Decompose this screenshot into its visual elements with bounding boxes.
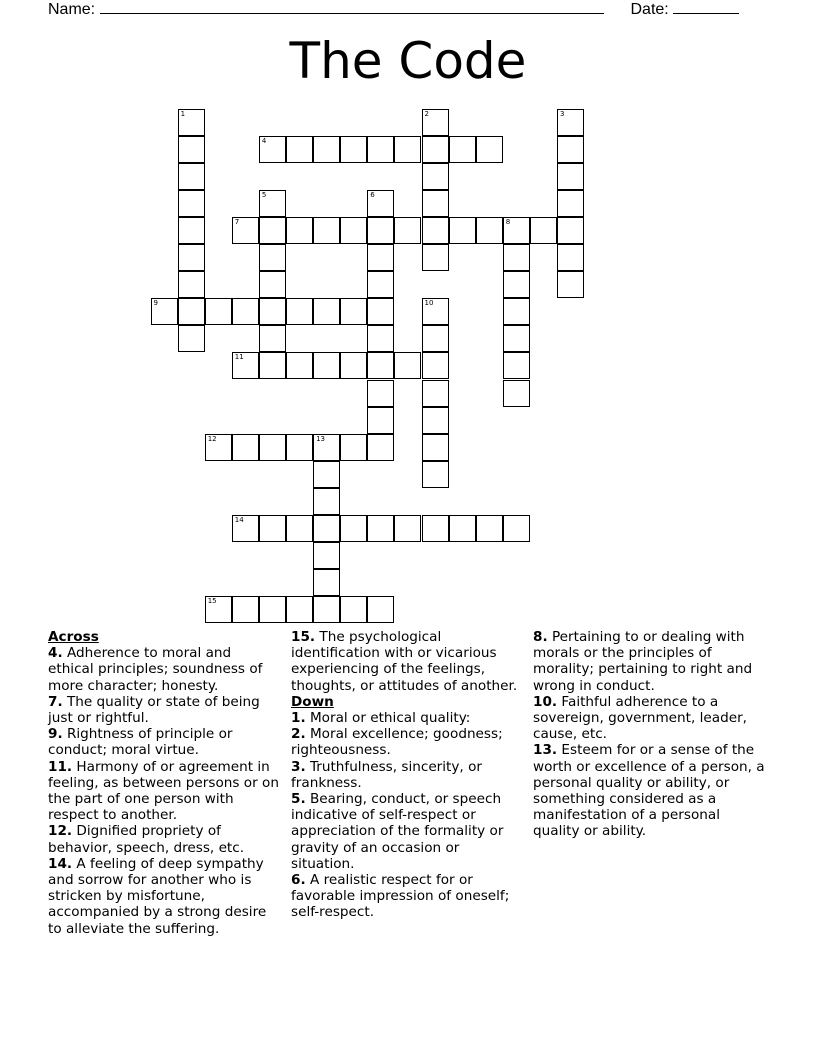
grid-cell[interactable] xyxy=(178,163,205,190)
clue-number: 6 xyxy=(370,190,375,199)
grid-cell[interactable] xyxy=(449,515,476,542)
clue-number: 4 xyxy=(261,136,267,145)
grid-cell[interactable] xyxy=(476,136,503,163)
grid-cell[interactable] xyxy=(340,298,367,325)
grid-cell[interactable] xyxy=(178,244,205,271)
grid-cell[interactable] xyxy=(259,325,286,352)
grid-cell[interactable] xyxy=(422,325,449,352)
grid-cell[interactable] xyxy=(313,136,340,163)
grid-cell[interactable] xyxy=(367,271,394,298)
grid-cell[interactable] xyxy=(394,515,421,542)
grid-cell[interactable] xyxy=(313,569,340,596)
clue-number: 3 xyxy=(560,109,565,118)
clues-column-2 xyxy=(291,629,523,921)
clue-number: 10 xyxy=(424,299,434,308)
grid-cell[interactable] xyxy=(313,596,340,623)
grid-cell[interactable] xyxy=(422,109,449,136)
grid-cell[interactable] xyxy=(313,461,340,488)
clue-across-7: 7. The quality or state of being just or rightful. xyxy=(48,693,260,727)
clue-number: 14 xyxy=(234,516,244,524)
grid-cell[interactable] xyxy=(232,352,259,379)
date-label: Date: xyxy=(630,1,669,18)
grid-cell[interactable] xyxy=(367,244,394,271)
grid-cell[interactable] xyxy=(367,136,394,163)
grid-cell[interactable] xyxy=(476,515,503,542)
clue-number: 11 xyxy=(234,353,244,362)
grid-cell[interactable] xyxy=(557,190,584,217)
grid-cell[interactable] xyxy=(557,271,584,298)
grid-cell[interactable] xyxy=(367,190,394,217)
grid-cell[interactable] xyxy=(259,217,286,244)
grid-cell[interactable] xyxy=(178,109,205,136)
grid-cell[interactable] xyxy=(232,515,259,542)
grid-cell[interactable] xyxy=(557,217,584,244)
clue-down-1: 1. Moral or ethical quality: xyxy=(291,710,471,727)
grid-cell[interactable] xyxy=(557,163,584,190)
grid-cell[interactable] xyxy=(232,596,259,623)
clue-number: 15 xyxy=(207,597,217,606)
clue-number: 7 xyxy=(234,217,240,226)
grid-cell[interactable] xyxy=(557,136,584,163)
clue-across-15: 15. The psychological identification with or vicarious experiencing of the feelings, thoughts, or attitudes of another. xyxy=(291,629,518,694)
grid-cell[interactable] xyxy=(422,190,449,217)
across-heading: Across xyxy=(48,629,99,645)
grid-cell[interactable] xyxy=(367,434,394,461)
grid-cell[interactable] xyxy=(313,515,340,542)
grid-cell[interactable] xyxy=(422,407,449,434)
grid-cell[interactable] xyxy=(503,380,530,407)
grid-cell[interactable] xyxy=(422,136,449,163)
grid-cell[interactable] xyxy=(557,244,584,271)
clue-down-8: 8. Pertaining to or dealing with morals or the principles of morality; pertaining to right and wrong in conduct. xyxy=(533,629,753,694)
down-heading: Down xyxy=(291,693,334,710)
grid-cell[interactable] xyxy=(205,298,232,325)
clue-down-10: 10. Faithful adherence to a sovereign, government, leader, cause, etc. xyxy=(533,693,748,743)
grid-cell[interactable] xyxy=(205,596,232,623)
grid-cell[interactable] xyxy=(286,352,313,379)
grid-cell[interactable] xyxy=(259,352,286,379)
grid-cell[interactable] xyxy=(286,298,313,325)
grid-cell[interactable] xyxy=(232,298,259,325)
grid-cell[interactable] xyxy=(259,190,286,217)
grid-cell[interactable] xyxy=(422,298,449,325)
grid-cell[interactable] xyxy=(367,515,394,542)
clue-down-3: 3. Truthfulness, sincerity, or frankness. xyxy=(291,758,482,791)
grid-cell[interactable] xyxy=(178,190,205,217)
grid-cell[interactable] xyxy=(259,298,286,325)
grid-cell[interactable] xyxy=(259,271,286,298)
clue-number: 2 xyxy=(424,109,429,118)
grid-cell[interactable] xyxy=(205,434,232,461)
clue-down-2: 2. Moral excellence; goodness; righteousness. xyxy=(291,726,503,759)
grid-cell[interactable] xyxy=(286,515,313,542)
grid-cell[interactable] xyxy=(313,298,340,325)
clue-across-11: 11. Harmony of or agreement in feeling, as between persons or on the part of one person with respect to another. xyxy=(48,758,279,824)
grid-cell[interactable] xyxy=(367,325,394,352)
grid-cell[interactable] xyxy=(422,515,449,542)
grid-cell[interactable] xyxy=(313,352,340,379)
clue-across-4: 4. Adherence to moral and ethical principles; soundness of more character; honesty. xyxy=(48,645,263,694)
grid-cell[interactable] xyxy=(178,271,205,298)
grid-cell[interactable] xyxy=(286,136,313,163)
clue-number: 1 xyxy=(180,109,186,118)
grid-cell[interactable] xyxy=(367,352,394,379)
clue-number: 8 xyxy=(505,217,511,226)
grid-cell[interactable] xyxy=(313,434,340,461)
grid-cell[interactable] xyxy=(557,109,584,136)
clue-down-13: 13. Esteem for or a sense of the worth or excellence of a person, a personal quality or ability, or something considered as a manifestation of a personal quality or ability. xyxy=(533,742,765,840)
grid-cell[interactable] xyxy=(286,434,313,461)
grid-cell[interactable] xyxy=(367,407,394,434)
grid-cell[interactable] xyxy=(367,217,394,244)
grid-cell[interactable] xyxy=(394,217,421,244)
grid-cell[interactable] xyxy=(259,136,286,163)
grid-cell[interactable] xyxy=(178,136,205,163)
grid-cell[interactable] xyxy=(422,461,449,488)
grid-cell[interactable] xyxy=(503,298,530,325)
grid-cell[interactable] xyxy=(503,325,530,352)
grid-cell[interactable] xyxy=(422,352,449,379)
clue-number: 9 xyxy=(153,299,158,308)
grid-cell[interactable] xyxy=(422,380,449,407)
clue-down-5: 5. Bearing, conduct, or speech indicative of self-respect or appreciation of the formality or gravity of an occasion or situation. xyxy=(291,791,504,872)
grid-cell[interactable] xyxy=(286,596,313,623)
clue-down-6: 6. A realistic respect for or favorable impression of oneself; self-respect. xyxy=(291,872,510,921)
clues-column-3 xyxy=(533,629,765,840)
grid-cell[interactable] xyxy=(422,163,449,190)
clue-across-9: 9. Rightness of principle or conduct; moral virtue. xyxy=(48,726,233,759)
grid-cell[interactable] xyxy=(394,136,421,163)
name-field[interactable] xyxy=(100,0,604,14)
grid-cell[interactable] xyxy=(151,298,178,325)
page-title: The Code xyxy=(289,32,527,90)
grid-cell[interactable] xyxy=(259,596,286,623)
grid-cell[interactable] xyxy=(422,217,449,244)
grid-cell[interactable] xyxy=(340,352,367,379)
grid-cell[interactable] xyxy=(178,325,205,352)
grid-cell[interactable] xyxy=(367,596,394,623)
grid-cell[interactable] xyxy=(340,515,367,542)
clue-across-14: 14. A feeling of deep sympathy and sorrow for another who is stricken by misfortune, accompanied by a strong desire to alleviate the suffering. xyxy=(48,855,267,937)
grid-cell[interactable] xyxy=(503,217,530,244)
clue-number: 5 xyxy=(261,190,267,199)
grid-cell[interactable] xyxy=(232,434,259,461)
grid-cell[interactable] xyxy=(259,434,286,461)
grid-cell[interactable] xyxy=(503,515,530,542)
grid-cell[interactable] xyxy=(476,217,503,244)
grid-cell[interactable] xyxy=(313,217,340,244)
grid-cell[interactable] xyxy=(178,298,205,325)
grid-cell[interactable] xyxy=(394,352,421,379)
grid-cell[interactable] xyxy=(422,434,449,461)
grid-cell[interactable] xyxy=(367,380,394,407)
grid-cell[interactable] xyxy=(340,136,367,163)
grid-cell[interactable] xyxy=(313,542,340,569)
grid-cell[interactable] xyxy=(313,488,340,515)
grid-cell[interactable] xyxy=(178,217,205,244)
grid-cell[interactable] xyxy=(259,515,286,542)
grid-cell[interactable] xyxy=(340,596,367,623)
date-field[interactable] xyxy=(673,0,739,14)
grid-cell[interactable] xyxy=(340,217,367,244)
grid-cell[interactable] xyxy=(503,271,530,298)
grid-cell[interactable] xyxy=(422,244,449,271)
clue-across-12: 12. Dignified propriety of behavior, speech, dress, etc. xyxy=(48,823,245,856)
clues-column-1 xyxy=(48,629,280,937)
grid-cell[interactable] xyxy=(232,217,259,244)
grid-cell[interactable] xyxy=(259,244,286,271)
grid-cell[interactable] xyxy=(449,136,476,163)
grid-cell[interactable] xyxy=(449,217,476,244)
grid-cell[interactable] xyxy=(340,434,367,461)
grid-cell[interactable] xyxy=(367,298,394,325)
clue-number: 13 xyxy=(316,434,326,443)
name-label: Name: xyxy=(48,1,96,18)
header xyxy=(48,0,739,19)
grid-cell[interactable] xyxy=(530,217,557,244)
grid-cell[interactable] xyxy=(286,217,313,244)
clue-number: 12 xyxy=(207,434,217,443)
grid-cell[interactable] xyxy=(503,244,530,271)
grid-cell[interactable] xyxy=(503,352,530,379)
